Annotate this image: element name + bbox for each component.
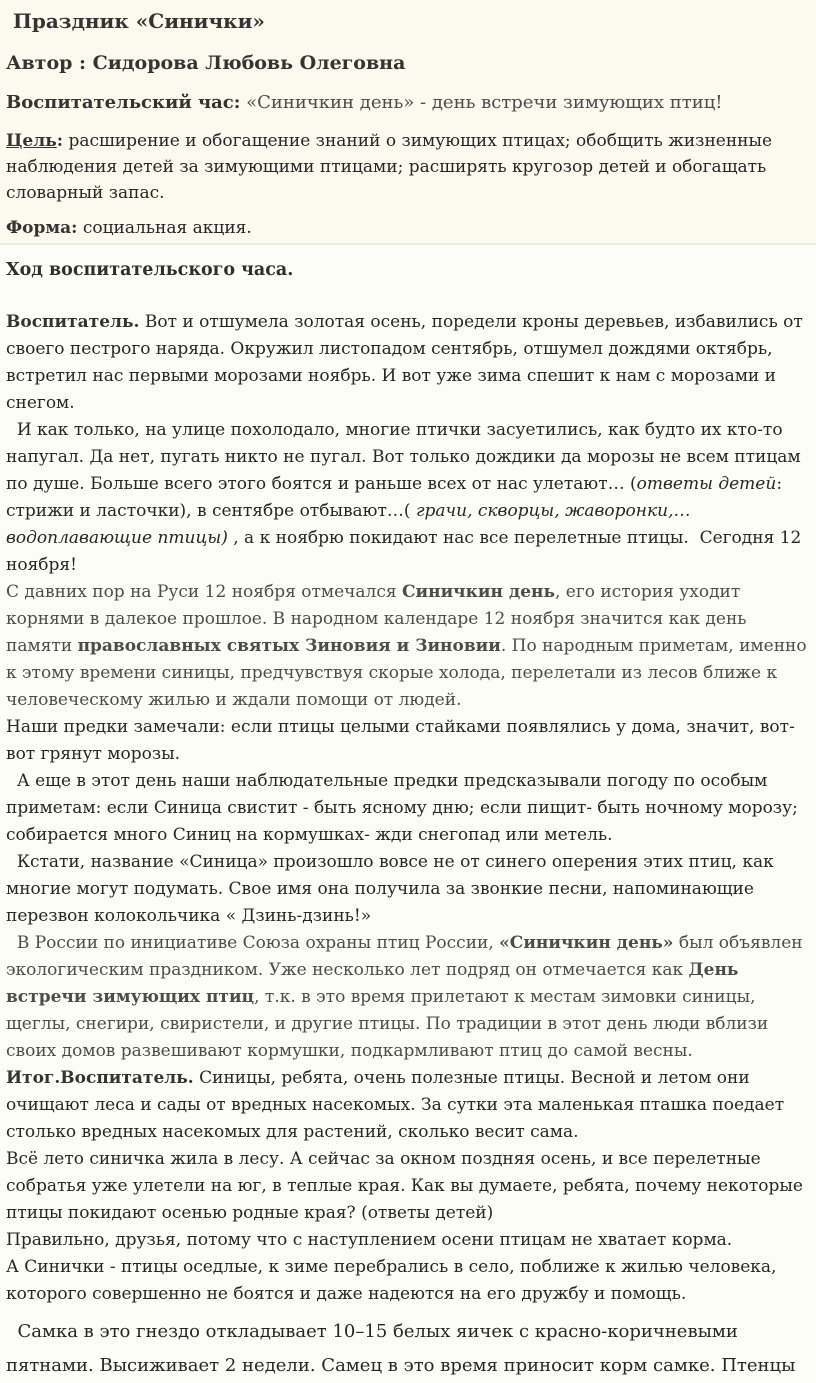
run-text: был объявлен экологическим праздником. Уже несколько лет подряд он отмечается как [6,933,808,980]
paragraph-ancestors-noticed: Наши предки замечали: если птицы целыми стайками появлялись у дома, значит, вот-вот грянут морозы. [6,717,795,764]
session-label: Воспитательский час: [6,92,241,113]
paragraph-sedentary-birds: А Синички - птицы оседлые, к зиме перебрались в село, поближе к жилью человека, которого совершенно не боятся и даже надеются на его дружбу и помощь. [6,1257,782,1304]
run-text: И как только, на улице похолодало, многие птички засуетились, как будто их кто-то напугал. Да нет, пугать никто не пугал. Вот только дождики да морозы не всем птицам по душе. Больше всего этого боятся и раньше всех от нас улетают… ( [6,420,807,494]
run-text: С давних пор на Руси 12 ноября отмечался [6,582,402,602]
teacher-text: Вот и отшумела золотая осень, поредели кроны деревьев, избавились от своего пестрого наряда. Окружил листопадом сентябрь, отшумел дождями октябрь, встретил нас первыми морозами ноябрь. И вот уже зима спешит к нам с морозами и снегом. [6,312,809,413]
document-body [0,257,816,1383]
paragraph-correct-answer: Правильно, друзья, потому что с наступлением осени птицам не хватает корма. [6,1230,733,1250]
run-text: , а к ноябрю покидают нас все перелетные птицы. Сегодня 12 ноября! [6,528,807,575]
document-title: Праздник «Синички» [6,9,265,33]
run-bold: Синичкин день [401,582,555,602]
session-title-line [6,90,810,116]
session-text: «Синичкин день» - день встречи зимующих птиц! [240,92,723,113]
document-header-band [0,0,816,245]
paragraph-birds-fly-away [6,417,810,579]
paragraph-teacher-intro [6,309,810,417]
run-text: , т.к. в это время прилетают к местам зимовки синицы, щеглы, снегири, свиристели, и другие птицы. По традиции в этот день люди вблизи своих домов развешивают кормушки, подкармливают птиц до самой весны. [6,987,774,1061]
goal-paragraph [6,128,810,206]
form-label: Форма: [6,218,78,238]
goal-text: расширение и обогащение знаний о зимующих птицах; обобщить жизненные наблюдения детей за зимующими птицами; расширять кругозор детей и обогащать словарный запас. [6,131,778,203]
goal-colon: : [56,131,64,151]
run-italic: ответы детей [636,474,777,494]
summary-label: Итог.Воспитатель. [6,1068,194,1088]
run-bold: православных святых Зиновия и Зиновии [77,636,501,656]
form-paragraph [6,215,810,241]
paragraph-weather-omens: А еще в этот день наши наблюдательные предки предсказывали погоду по особым приметам: если Синица свистит - быть ясному дню; если пищит- быть ночному морозу; собирается много Синиц на кормушках- жди снегопад или метель. [6,771,804,845]
form-text: социальная акция. [77,218,252,238]
run-text: В России по инициативе Союза охраны птиц России, [6,933,500,953]
author-line: Автор : Сидорова Любовь Олеговна [6,52,406,74]
teacher-label: Воспитатель. [6,312,140,332]
run-bold: День встречи зимующих птиц [6,960,745,1007]
run-bold: «Синичкин день» [499,933,674,953]
run-text: : стрижи и ласточки), в сентябре отбывают…( [6,474,788,521]
paragraph-name-origin: Кстати, название «Синица» произошло вовсе не от синего оперения этих птиц, как многие могут подумать. Свое имя она получила за звонкие песни, напоминающие перезвон колокольчика « Дзинь-дзинь!» [6,852,780,926]
paragraph-russia-ecological-holiday [6,930,810,1065]
run-text: . По народным приметам, именно к этому времени синицы, предчувствуя скорые холода, перелетали из лесов ближе к человеческому жилью и ждали помощи от людей. [6,636,812,710]
paragraph-sinichkin-history [6,579,810,714]
paragraph-summer-in-forest: Всё лето синичка жила в лесу. А сейчас за окном поздняя осень, и все перелетные собратья уже улетели на юг, в теплые края. Как вы думаете, ребята, почему некоторые птицы покидают осенью родные края? (ответы детей) [6,1149,809,1223]
goal-label: Цель [6,131,57,151]
paragraph-nesting-facts: Самка в это гнездо откладывает 10–15 белых яичек с красно-коричневыми пятнами. Высиживает 2 недели. Самец в это время приносит корм самке. Птенцы [6,1321,796,1376]
run-text: Синицы, ребята, очень полезные птицы. Весной и летом они очищают леса и сады от вредных насекомых. За сутки эта маленькая пташка поедает столько вредных насекомых для растений, сколько весит сама. [6,1068,790,1142]
run-italic: грачи, скворцы, жаворонки,… водоплавающие птицы) [6,501,696,548]
run-text: , его история уходит корнями в далекое прошлое. В народном календаре 12 ноября значится как день памяти [6,582,752,656]
section-heading: Ход воспитательского часа. [6,260,294,280]
paragraph-summary [6,1065,810,1146]
